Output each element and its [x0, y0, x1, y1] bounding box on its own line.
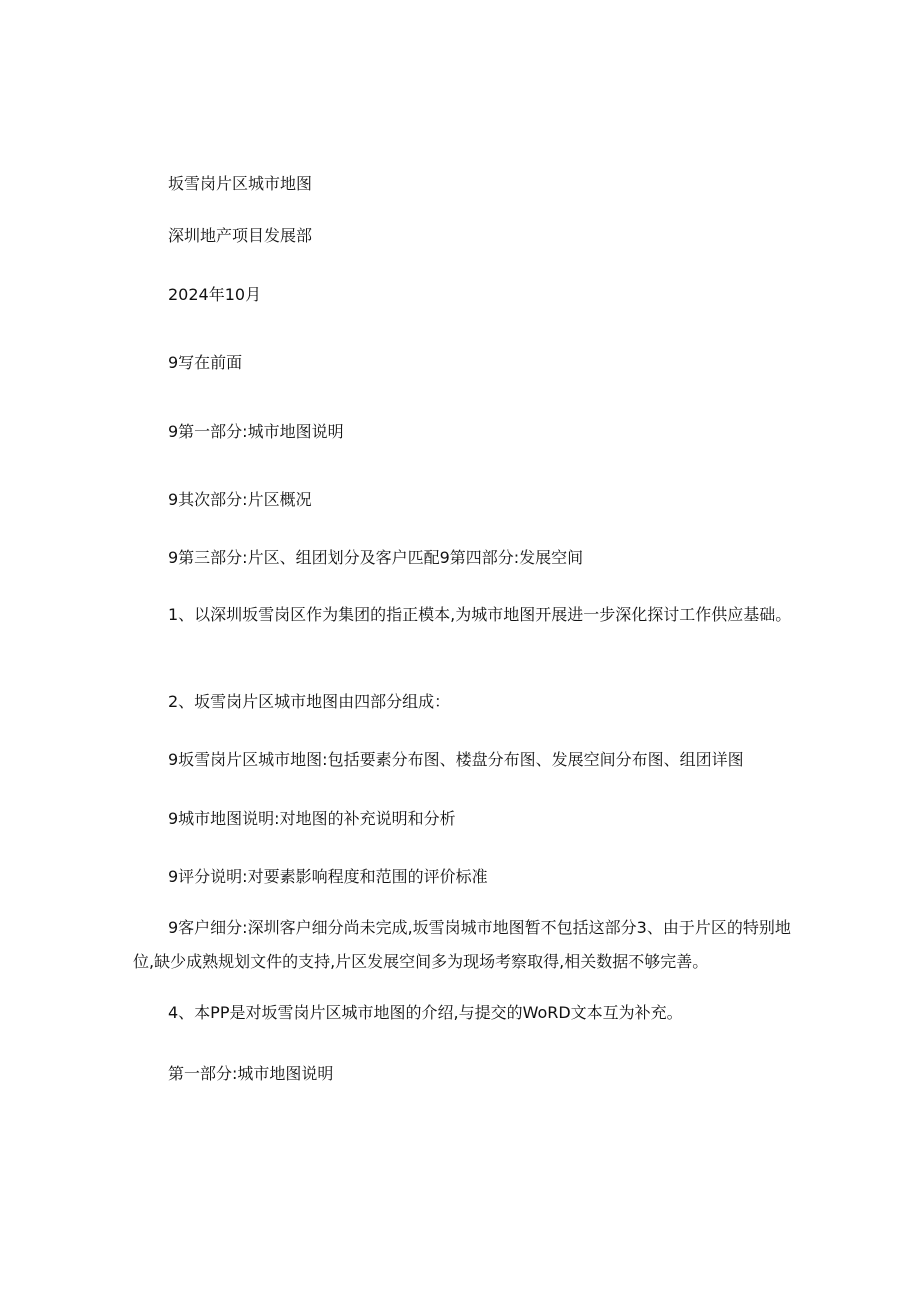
- intro-item-1: 1、以深圳坂雪岗区作为集团的指正模本,为城市地图开展进一步深化探讨工作供应基础。: [168, 605, 792, 624]
- component-list-item-map: 9坂雪岗片区城市地图:包括要素分布图、楼盘分布图、发展空间分布图、组团详图: [168, 750, 744, 769]
- component-list-item-customers-and-item-3: 9客户细分:深圳客户细分尚未完成,坂雪岗城市地图暂不包括这部分3、由于片区的特别地位,缺少成熟规划文件的支持,片区发展空间多为现场考察取得,相关数据不够完善。: [133, 918, 791, 971]
- intro-item-2: 2、坂雪岗片区城市地图由四部分组成：: [168, 692, 451, 711]
- toc-item-part-one: 9第一部分:城市地图说明: [168, 422, 344, 441]
- toc-item-part-two: 9其次部分:片区概况: [168, 490, 312, 509]
- intro-item-4: 4、本PP是对坂雪岗片区城市地图的介绍,与提交的WoRD文本互为补充。: [168, 1003, 683, 1022]
- section-heading-part-one: 第一部分:城市地图说明: [168, 1064, 334, 1083]
- toc-item-part-three-four: 9第三部分:片区、组团划分及客户匹配9第四部分:发展空间: [168, 548, 584, 567]
- document-title: 坂雪岗片区城市地图: [168, 174, 313, 193]
- component-list-item-scoring: 9评分说明:对要素影响程度和范围的评价标准: [168, 867, 488, 886]
- component-list-item-notes: 9城市地图说明:对地图的补充说明和分析: [168, 809, 456, 828]
- toc-item-preface: 9写在前面: [168, 353, 243, 372]
- document-date: 2024年10月: [168, 285, 262, 304]
- department-name: 深圳地产项目发展部: [168, 226, 313, 245]
